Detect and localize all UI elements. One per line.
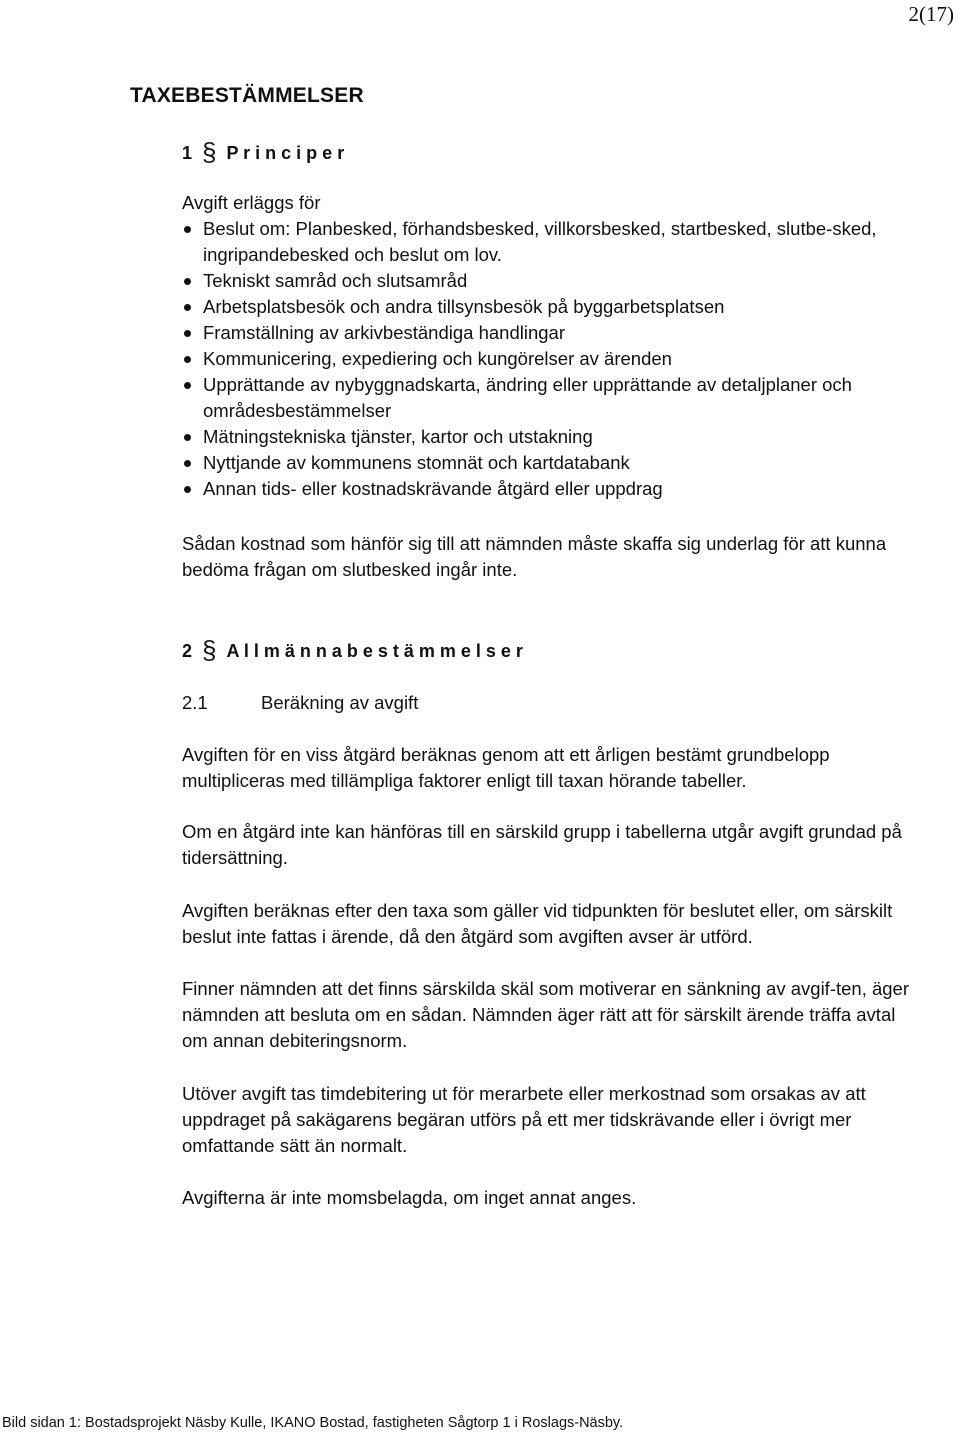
paragraph-symbol: § (202, 137, 217, 167)
bullet-icon (184, 278, 191, 285)
paragraph: Om en åtgärd inte kan hänföras till en särskild grupp i tabellerna utgår avgift grundad på tidersättning. (182, 821, 902, 868)
cost-note: Sådan kostnad som hänför sig till att nämnden måste skaffa sig underlag för att kunna bedöma frågan om slutbesked ingår inte. (182, 533, 887, 580)
section-1-heading (182, 135, 344, 166)
section-2-heading (182, 633, 523, 664)
list-item-text: Tekniskt samråd och slutsamråd (203, 270, 468, 291)
section-1-title: P r i n c i p e r (226, 143, 345, 163)
list-item (182, 294, 912, 320)
paragraph: Utöver avgift tas timdebitering ut för merarbete eller merkostnad som orsakas av att uppdraget på sakägarens begäran utförs på ett mer tidskrävande eller i övrigt mer omfattande sätt än normalt. (182, 1083, 866, 1156)
bullet-icon (184, 434, 191, 441)
paragraph: Avgifterna är inte momsbelagda, om inget annat anges. (182, 1187, 637, 1208)
list-item-text: Nyttjande av kommunens stomnät och kartdatabank (203, 452, 630, 473)
list-item (182, 216, 912, 268)
list-item-text: Beslut om: Planbesked, förhandsbesked, villkorsbesked, startbesked, slutbe-sked, ingripandebesked och beslut om lov. (203, 218, 877, 265)
bullet-icon (184, 382, 191, 389)
list-item (182, 424, 912, 450)
list-item (182, 346, 912, 372)
section-1-number: 1 (182, 143, 193, 163)
page-number: 2(17) (908, 2, 954, 26)
list-item-text: Arbetsplatsbesök och andra tillsynsbesök på byggarbetsplatsen (203, 296, 725, 317)
footer-caption: Bild sidan 1: Bostadsprojekt Näsby Kulle, IKANO Bostad, fastigheten Sågtorp 1 i Roslags-Näsby. (2, 1415, 624, 1431)
list-item-text: Annan tids- eller kostnadskrävande åtgärd eller uppdrag (203, 478, 663, 499)
list-item (182, 268, 912, 294)
list-item-text: Upprättande av nybyggnadskarta, ändring eller upprättande av detaljplaner och områdesbestämmelser (203, 374, 852, 421)
subsection-title: Beräkning av avgift (261, 692, 419, 713)
list-item (182, 320, 912, 346)
document-title: TAXEBESTÄMMELSER (130, 84, 364, 107)
list-item-text: Framställning av arkivbeständiga handlingar (203, 322, 565, 343)
paragraph: Avgiften för en viss åtgärd beräknas genom att ett årligen bestämt grundbelopp multipliceras med tillämpliga faktorer enligt till taxan hörande tabeller. (182, 744, 830, 791)
section-2-number: 2 (182, 641, 193, 661)
fee-items-list (182, 216, 912, 502)
bullet-icon (184, 330, 191, 337)
list-item (182, 450, 912, 476)
list-item-text: Mätningstekniska tjänster, kartor och utstakning (203, 426, 593, 447)
bullet-icon (184, 486, 191, 493)
bullet-icon (184, 356, 191, 363)
subsection-number: 2.1 (182, 692, 208, 713)
fee-intro: Avgift erläggs för (182, 192, 321, 213)
bullet-icon (184, 460, 191, 467)
list-item (182, 372, 912, 424)
section-2-title: A l l m ä n n a b e s t ä m m e l s e r (226, 641, 523, 661)
list-item-text: Kommunicering, expediering och kungörelser av ärenden (203, 348, 672, 369)
paragraph: Avgiften beräknas efter den taxa som gäller vid tidpunkten för beslutet eller, om särskilt beslut inte fattas i ärende, då den åtgärd som avgiften avser är utförd. (182, 900, 893, 947)
paragraph: Finner nämnden att det finns särskilda skäl som motiverar en sänkning av avgif-ten, äger nämnden att besluta om en sådan. Nämnden äger rätt att för särskilt ärende träffa avtal om annan debiteringsnorm. (182, 978, 910, 1051)
subsection-heading (182, 690, 418, 716)
bullet-icon (184, 304, 191, 311)
bullet-icon (184, 226, 191, 233)
list-item (182, 476, 912, 502)
paragraph-symbol: § (202, 635, 217, 665)
